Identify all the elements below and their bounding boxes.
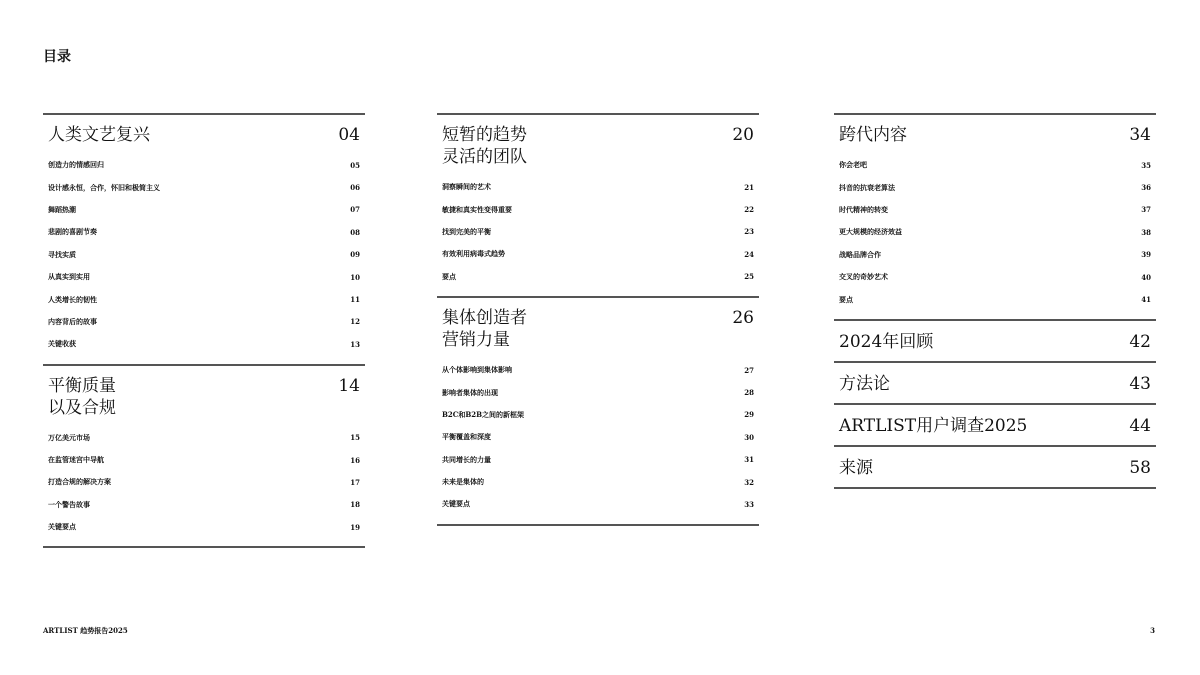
toc-item-label: 未来是集体的 <box>442 477 484 487</box>
toc-section-page: 43 <box>1129 373 1151 394</box>
toc-item[interactable] <box>442 381 754 403</box>
toc-item[interactable] <box>839 288 1151 310</box>
toc-section-title: 跨代内容 <box>839 125 907 145</box>
toc-item-page: 10 <box>350 272 360 282</box>
toc-item-page: 23 <box>744 227 754 237</box>
toc-item-page: 19 <box>350 522 360 532</box>
toc-item[interactable] <box>442 404 754 426</box>
toc-item[interactable] <box>48 288 360 310</box>
toc-item-page: 25 <box>744 272 754 282</box>
toc-item-page: 39 <box>1141 250 1151 260</box>
toc-item-label: 找到完美的平衡 <box>442 226 491 236</box>
toc-item[interactable] <box>839 266 1151 288</box>
toc-item[interactable] <box>48 176 360 198</box>
toc-section-page: 44 <box>1129 415 1151 436</box>
toc-item-label: 战略品牌合作 <box>839 249 881 259</box>
toc-section[interactable] <box>43 364 365 549</box>
toc-item[interactable] <box>48 244 360 266</box>
toc-section-header[interactable] <box>43 115 365 146</box>
toc-item[interactable] <box>48 311 360 333</box>
toc-item[interactable] <box>442 243 754 265</box>
footer-report-name: ARTLIST 趋势报告2025 <box>43 626 128 635</box>
footer-page-number: 3 <box>1150 626 1155 635</box>
toc-section-header[interactable] <box>834 115 1156 146</box>
toc-section-header[interactable] <box>437 298 759 351</box>
toc-section-header[interactable] <box>43 366 365 419</box>
toc-item-list <box>43 146 365 364</box>
toc-item-page: 11 <box>350 295 360 305</box>
toc-section-title: 平衡质量 以及合规 <box>48 375 116 418</box>
toc-item[interactable] <box>48 199 360 221</box>
toc-item[interactable] <box>442 266 754 288</box>
toc-item[interactable] <box>839 199 1151 221</box>
toc-item-page: 27 <box>744 365 754 375</box>
toc-item-page: 15 <box>350 433 360 443</box>
toc-item[interactable] <box>442 426 754 448</box>
toc-item[interactable] <box>48 494 360 516</box>
toc-section-header[interactable] <box>834 363 1156 403</box>
toc-item-label: 要点 <box>442 271 456 281</box>
toc-item[interactable] <box>839 154 1151 176</box>
toc-section-title: 短暂的趋势 灵活的团队 <box>442 125 527 167</box>
toc-section[interactable] <box>437 113 759 296</box>
toc-section-page: 26 <box>732 307 754 328</box>
toc-item-label: 万亿美元市场 <box>48 432 90 442</box>
toc-item-page: 08 <box>350 227 360 237</box>
toc-item-page: 05 <box>350 160 360 170</box>
toc-section[interactable] <box>834 403 1156 445</box>
toc-section-page: 34 <box>1129 125 1151 145</box>
toc-item-page: 30 <box>744 432 754 442</box>
toc-section-page: 04 <box>338 125 360 145</box>
toc-section-page: 14 <box>338 375 360 396</box>
toc-column <box>834 113 1156 489</box>
toc-item-label: 你会老吧 <box>839 160 867 170</box>
toc-section-header[interactable] <box>834 447 1156 487</box>
page-title: 目录 <box>43 49 71 65</box>
toc-item-label: 关键要点 <box>442 499 470 509</box>
toc-item-label: 设计感永恒，合作，怀旧和极简主义 <box>48 182 160 192</box>
toc-item-page: 13 <box>350 339 360 349</box>
toc-item-page: 17 <box>350 477 360 487</box>
toc-section-title: 2024年回顾 <box>839 331 934 352</box>
toc-item-list <box>43 419 365 547</box>
toc-item-label: 悲剧的喜剧节奏 <box>48 227 97 237</box>
toc-item[interactable] <box>48 449 360 471</box>
toc-item[interactable] <box>839 221 1151 243</box>
toc-section[interactable] <box>437 296 759 526</box>
toc-item-label: 打造合规的解决方案 <box>48 477 111 487</box>
toc-item-page: 31 <box>744 455 754 465</box>
toc-item-label: 要点 <box>839 294 853 304</box>
toc-item-label: 平衡覆盖和深度 <box>442 432 491 442</box>
toc-item-page: 36 <box>1141 183 1151 193</box>
toc-item-label: 更大规模的经济效益 <box>839 227 902 237</box>
toc-item[interactable] <box>442 221 754 243</box>
toc-item-label: 从真实到实用 <box>48 272 90 282</box>
toc-column <box>43 113 365 548</box>
toc-item[interactable] <box>48 471 360 493</box>
toc-section-header[interactable] <box>834 405 1156 445</box>
toc-item-label: 一个警告故事 <box>48 499 90 509</box>
toc-section-page: 58 <box>1129 457 1151 478</box>
toc-item[interactable] <box>48 266 360 288</box>
toc-item-label: 时代精神的转变 <box>839 204 888 214</box>
toc-item-label: 寻找实质 <box>48 249 76 259</box>
toc-section[interactable] <box>834 445 1156 489</box>
toc-item-label: 共同增长的力量 <box>442 454 491 464</box>
toc-item-page: 37 <box>1141 205 1151 215</box>
toc-item-label: 洞察瞬间的艺术 <box>442 182 491 192</box>
toc-item-label: 在监管迷宫中导航 <box>48 455 104 465</box>
toc-item-label: 有效利用病毒式趋势 <box>442 249 505 259</box>
toc-item[interactable] <box>48 516 360 538</box>
toc-item-page: 41 <box>1141 295 1151 305</box>
toc-item[interactable] <box>442 493 754 515</box>
toc-section-title: 人类文艺复兴 <box>48 125 150 145</box>
toc-item-page: 40 <box>1141 272 1151 282</box>
toc-item-label: 舞蹈热潮 <box>48 204 76 214</box>
toc-section-title: 集体创造者 营销力量 <box>442 307 527 350</box>
toc-section[interactable] <box>43 113 365 364</box>
toc-item-label: B2C和B2B之间的新框架 <box>442 409 525 419</box>
toc-item-page: 12 <box>350 317 360 327</box>
toc-section-page: 20 <box>732 125 754 145</box>
toc-item[interactable] <box>442 471 754 493</box>
toc-item[interactable] <box>839 244 1151 266</box>
toc-item-page: 16 <box>350 455 360 465</box>
toc-item[interactable] <box>442 449 754 471</box>
toc-item-page: 33 <box>744 499 754 509</box>
toc-item-page: 28 <box>744 388 754 398</box>
toc-item-list <box>834 146 1156 319</box>
toc-section[interactable] <box>834 113 1156 319</box>
toc-item-label: 人类增长的韧性 <box>48 294 97 304</box>
toc-item-list <box>437 351 759 524</box>
toc-item[interactable] <box>442 176 754 198</box>
toc-item-label: 关键要点 <box>48 522 76 532</box>
toc-section-title: 来源 <box>839 457 873 478</box>
toc-item-page: 24 <box>744 249 754 259</box>
toc-section-header[interactable] <box>834 321 1156 361</box>
toc-section-header[interactable] <box>437 115 759 168</box>
toc-section[interactable] <box>834 361 1156 403</box>
toc-item-label: 抖音的抗衰老算法 <box>839 182 895 192</box>
toc-item-page: 21 <box>744 182 754 192</box>
toc-item-page: 32 <box>744 477 754 487</box>
toc-item-page: 22 <box>744 205 754 215</box>
toc-section-title: ARTLIST用户调查2025 <box>839 415 1028 436</box>
toc-item-page: 38 <box>1141 227 1151 237</box>
toc-item-label: 敏捷和真实性变得重要 <box>442 204 512 214</box>
toc-item-list <box>437 168 759 296</box>
toc-item[interactable] <box>839 176 1151 198</box>
toc-item-label: 交叉的奇妙艺术 <box>839 272 888 282</box>
toc-section[interactable] <box>834 319 1156 361</box>
toc-item-page: 07 <box>350 205 360 215</box>
toc-item-page: 29 <box>744 410 754 420</box>
toc-item-label: 从个体影响到集体影响 <box>442 365 512 375</box>
toc-item[interactable] <box>442 359 754 381</box>
toc-item-page: 35 <box>1141 160 1151 170</box>
toc-item-label: 内容背后的故事 <box>48 316 97 326</box>
toc-item[interactable] <box>48 154 360 176</box>
toc-item-page: 18 <box>350 500 360 510</box>
toc-item-page: 09 <box>350 250 360 260</box>
toc-column <box>437 113 759 526</box>
toc-item-label: 创造力的情感回归 <box>48 160 104 170</box>
toc-item-label: 影响者集体的出现 <box>442 387 498 397</box>
toc-item[interactable] <box>442 198 754 220</box>
toc-item-label: 关键收获 <box>48 339 76 349</box>
toc-section-title: 方法论 <box>839 373 890 394</box>
toc-item[interactable] <box>48 221 360 243</box>
toc-section-page: 42 <box>1129 331 1151 352</box>
toc-item-page: 06 <box>350 183 360 193</box>
toc-item[interactable] <box>48 333 360 355</box>
toc-item[interactable] <box>48 427 360 449</box>
